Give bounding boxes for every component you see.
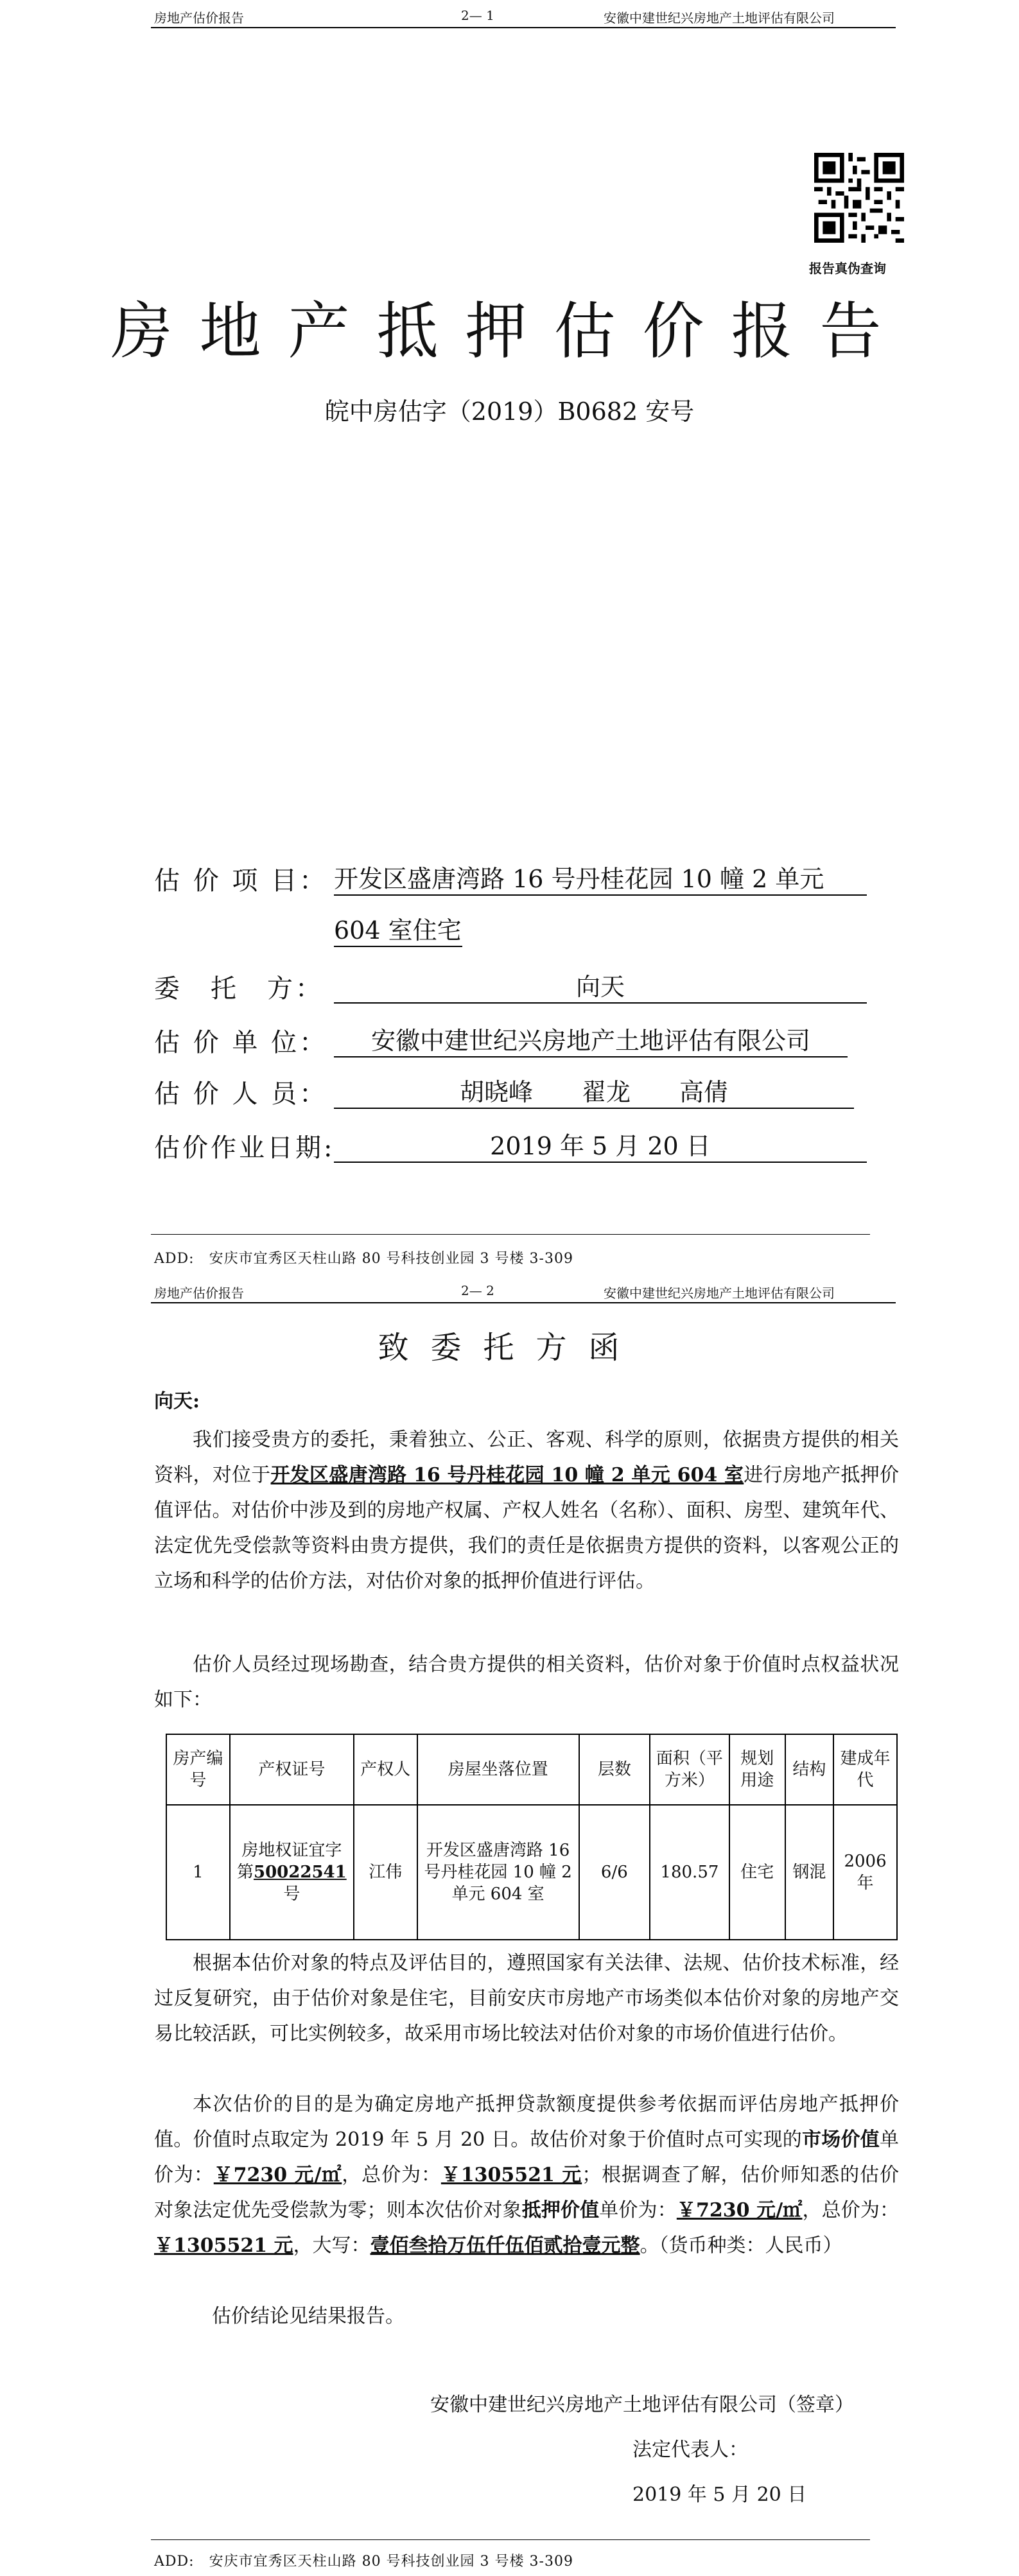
cell-area: 180.57 bbox=[650, 1805, 729, 1940]
appraisers-value: 胡晓峰 翟龙 高倩 bbox=[334, 1072, 854, 1109]
cell-cert: 房地权证宜字第50022541号 bbox=[230, 1805, 354, 1940]
salutation: 向天: bbox=[154, 1390, 200, 1413]
document-number: 皖中房估字（2019）B0682 安号 bbox=[324, 397, 695, 426]
page2-header bbox=[0, 1275, 1019, 1301]
project-label: 估 价 项 目： bbox=[154, 866, 328, 896]
footer-address: ADD: 安庆市宜秀区天柱山路 80 号科技创业园 3 号楼 3-309 bbox=[154, 2554, 573, 2570]
legal-representative: 法定代表人： bbox=[632, 2439, 748, 2461]
project-value-line1: 开发区盛唐湾路 16 号丹桂花园 10 幢 2 单元 bbox=[334, 859, 867, 896]
page1-header bbox=[0, 0, 1019, 26]
th-use: 规划用途 bbox=[729, 1734, 785, 1805]
letter-title: 致委托方函 bbox=[378, 1330, 641, 1366]
paragraph-1: 我们接受贵方的委托，秉着独立、公正、客观、科学的原则，依据贵方提供的相关资料，对位于开发区盛唐湾路 16 号丹桂花园 10 幢 2 单元 604 室进行房地产抵押价值评估。对估价中涉及到的房地产权属、产权人姓名（名称）、面积、房型、建筑年代、法定优先受偿款等资料由贵方提供，我们的责任是依据贵方提供的资料，以客观公正的立场和科学的估价方法，对估价对象的抵押价值进行评估。 bbox=[154, 1429, 900, 1592]
th-location: 房屋坐落位置 bbox=[417, 1734, 579, 1805]
cell-use: 住宅 bbox=[729, 1805, 785, 1940]
cell-owner: 江伟 bbox=[354, 1805, 417, 1940]
project-value-line2: 604 室住宅 bbox=[334, 910, 462, 947]
appraisers-label: 估 价 人 员： bbox=[154, 1079, 328, 1109]
table-row bbox=[166, 1805, 897, 1940]
company-signature: 安徽中建世纪兴房地产土地评估有限公司（签章） bbox=[430, 2394, 854, 2416]
th-owner: 产权人 bbox=[354, 1734, 417, 1805]
header-rule bbox=[151, 1302, 896, 1303]
qr-code-icon[interactable] bbox=[814, 153, 904, 243]
header-left: 房地产估价报告 bbox=[154, 10, 244, 26]
client-value: 向天 bbox=[334, 967, 867, 1004]
footer-address: ADD: 安庆市宜秀区天柱山路 80 号科技创业园 3 号楼 3-309 bbox=[154, 1251, 573, 1267]
header-company: 安徽中建世纪兴房地产土地评估有限公司 bbox=[604, 1285, 835, 1301]
header-page-no: 2— 1 bbox=[461, 8, 494, 23]
header-page-no: 2— 2 bbox=[461, 1283, 494, 1298]
paragraph-4: 本次估价的目的是为确定房地产抵押贷款额度提供参考依据而评估房地产抵押价值。价值时点取定为 2019 年 5 月 20 日。故估价对象于价值时点可实现的市场价值单价为：￥7230 元/㎡，总价为：￥1305521 元；根据调查了解，估价师知悉的估价对象法定优先受偿款为零；则本次估价对象抵押价值单价为：￥7230 元/㎡，总价为：￥1305521 元，大写：壹佰叁拾万伍仟伍佰贰拾壹元整。（货币种类：人民币） bbox=[154, 2093, 900, 2257]
qr-caption: 报告真伪查询 bbox=[809, 261, 886, 276]
header-rule bbox=[151, 27, 896, 28]
report-title: 房地产抵押估价报告 bbox=[110, 295, 909, 367]
unit-value: 安徽中建世纪兴房地产土地评估有限公司 bbox=[334, 1021, 848, 1057]
cell-year: 2006 年 bbox=[833, 1805, 897, 1940]
footer-rule bbox=[151, 1234, 870, 1235]
date-label: 估价作业日期: bbox=[154, 1133, 335, 1163]
paragraph-5: 估价结论见结果报告。 bbox=[212, 2305, 405, 2328]
th-structure: 结构 bbox=[785, 1734, 833, 1805]
cell-no: 1 bbox=[166, 1805, 230, 1940]
th-no: 房产编号 bbox=[166, 1734, 230, 1805]
letter-date: 2019 年 5 月 20 日 bbox=[632, 2484, 807, 2506]
unit-label: 估 价 单 位： bbox=[154, 1028, 328, 1057]
th-year: 建成年代 bbox=[833, 1734, 897, 1805]
client-label: 委 托 方： bbox=[154, 974, 324, 1004]
paragraph-3: 根据本估价对象的特点及评估目的，遵照国家有关法律、法规、估价技术标准，经过反复研究，由于估价对象是住宅，目前安庆市房地产市场类似本估价对象的房地产交易比较活跃，可比实例较多，故采用市场比较法对估价对象的市场价值进行估价。 bbox=[154, 1952, 899, 2045]
th-floors: 层数 bbox=[579, 1734, 650, 1805]
cell-location: 开发区盛唐湾路 16 号丹桂花园 10 幢 2 单元 604 室 bbox=[417, 1805, 579, 1940]
th-area: 面积（平方米） bbox=[650, 1734, 729, 1805]
cell-structure: 钢混 bbox=[785, 1805, 833, 1940]
property-table bbox=[166, 1734, 898, 1940]
paragraph-2: 估价人员经过现场勘查，结合贵方提供的相关资料，估价对象于价值时点权益状况如下： bbox=[154, 1653, 899, 1711]
header-company: 安徽中建世纪兴房地产土地评估有限公司 bbox=[604, 10, 835, 26]
date-value: 2019 年 5 月 20 日 bbox=[334, 1126, 867, 1163]
header-left: 房地产估价报告 bbox=[154, 1285, 244, 1301]
table-header-row bbox=[166, 1734, 897, 1805]
cell-floors: 6/6 bbox=[579, 1805, 650, 1940]
footer-rule bbox=[151, 2539, 870, 2540]
th-cert: 产权证号 bbox=[230, 1734, 354, 1805]
